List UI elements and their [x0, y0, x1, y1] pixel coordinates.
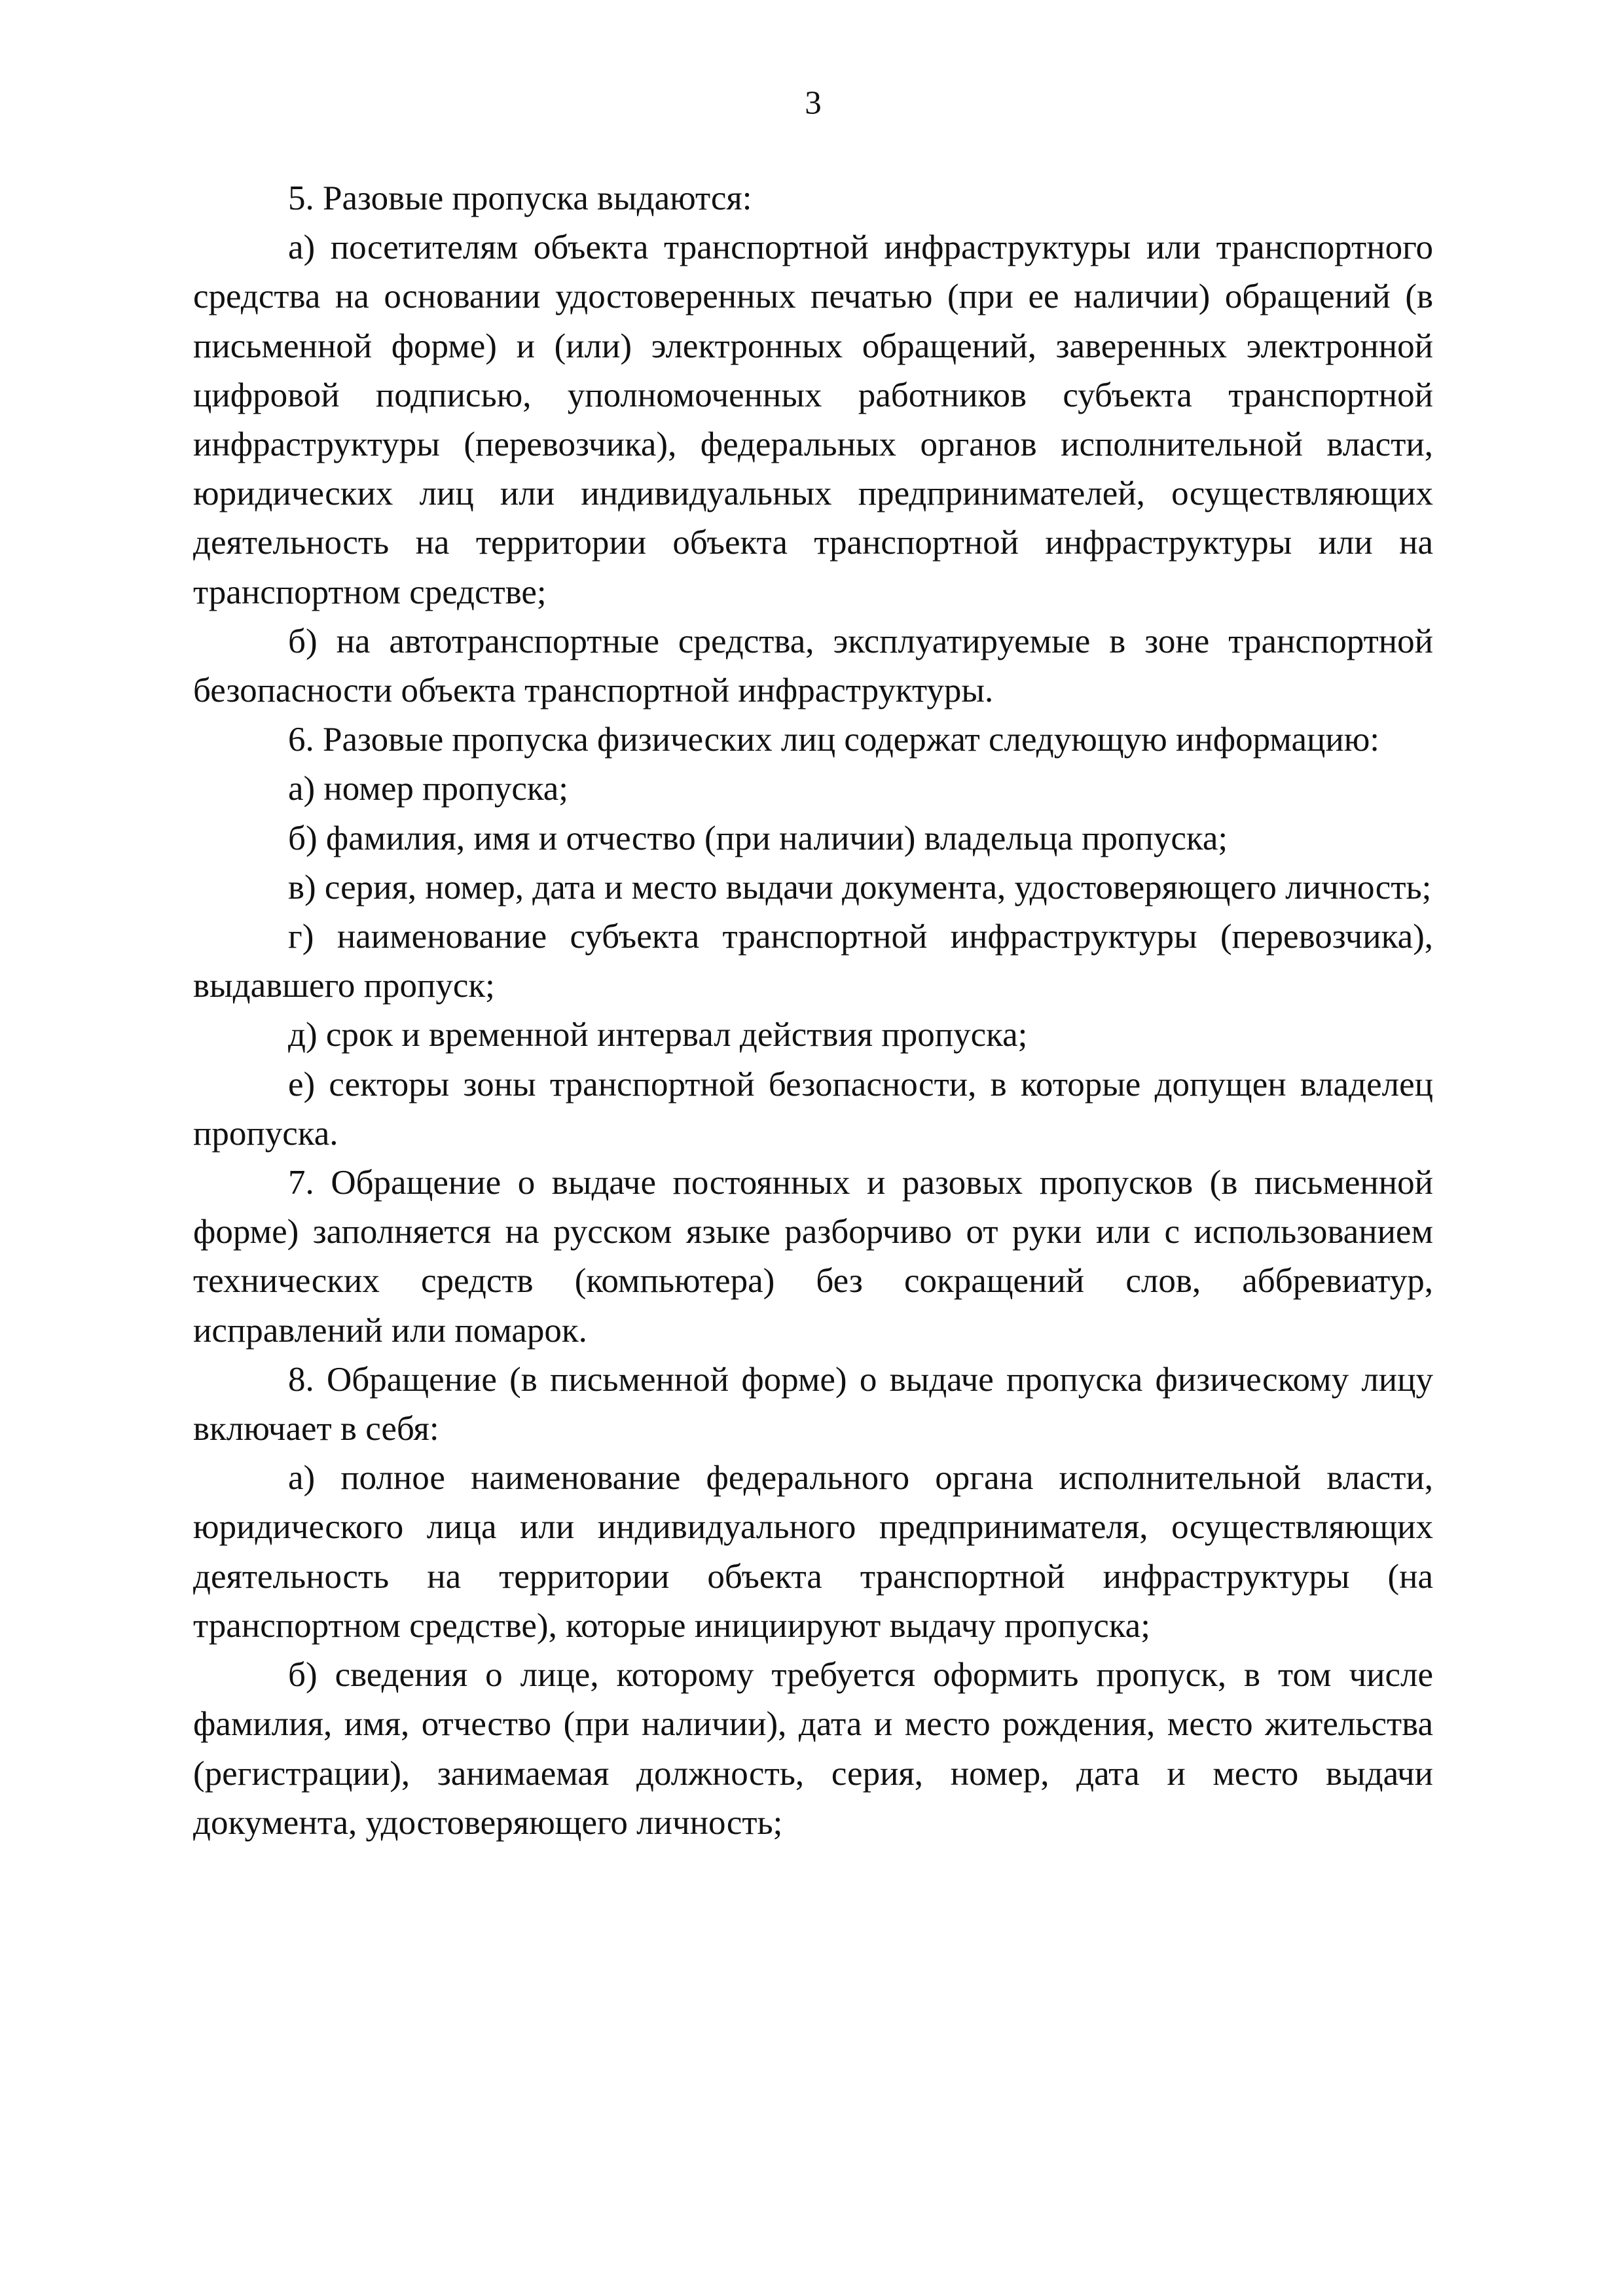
document-body: [193, 174, 1433, 1848]
paragraph-6a: а) номер пропуска;: [288, 770, 569, 808]
paragraph-6-intro: 6. Разовые пропуска физических лиц содержат следующую информацию:: [288, 721, 1380, 759]
paragraph-8-intro: 8. Обращение (в письменной форме) о выдаче пропуска физическому лицу включает в себя:: [193, 1360, 1433, 1448]
page-number: 3: [805, 85, 822, 122]
paragraph-5b: б) на автотранспортные средства, эксплуатируемые в зоне транспортной безопасности объекта транспортной инфраструктуры.: [193, 622, 1433, 710]
paragraph-6b: б) фамилия, имя и отчество (при наличии) владельца пропуска;: [288, 819, 1228, 857]
paragraph-8b: б) сведения о лице, которому требуется оформить пропуск, в том числе фамилия, имя, отчество (при наличии), дата и место рождения, место жительства (регистрации), занимаемая должность, серия, номер, дата и место выдачи документа, удостоверяющего личность;: [193, 1656, 1433, 1842]
paragraph-5-intro: 5. Разовые пропуска выдаются:: [288, 179, 752, 217]
paragraph-8a: а) полное наименование федерального органа исполнительной власти, юридического лица или индивидуального предпринимателя, осуществляющих деятельность на территории объекта транспортной инфраструктуры (на транспортном средстве), которые инициируют выдачу пропуска;: [193, 1459, 1433, 1645]
paragraph-5a: а) посетителям объекта транспортной инфраструктуры или транспортного средства на основании удостоверенных печатью (при ее наличии) обращений (в письменной форме) и (или) электронных обращений, заверенных электронной цифровой подписью, уполномоченных работников субъекта транспортной инфраструктуры (перевозчика), федеральных органов исполнительной власти, юридических лиц или индивидуальных предпринимателей, осуществляющих деятельность на территории объекта транспортной инфраструктуры или на транспортном средстве;: [193, 228, 1433, 611]
paragraph-6d: д) срок и временной интервал действия пропуска;: [288, 1016, 1028, 1054]
paragraph-6g: г) наименование субъекта транспортной инфраструктуры (перевозчика), выдавшего пропуск;: [193, 918, 1433, 1005]
paragraph-6e: е) секторы зоны транспортной безопасности, в которые допущен владелец пропуска.: [193, 1065, 1433, 1153]
paragraph-7: 7. Обращение о выдаче постоянных и разовых пропусков (в письменной форме) заполняется на русском языке разборчиво от руки или с использованием технических средств (компьютера) без сокращений слов, аббревиатур, исправлений или помарок.: [193, 1164, 1433, 1350]
paragraph-6v: в) серия, номер, дата и место выдачи документа, удостоверяющего личность;: [288, 868, 1432, 906]
